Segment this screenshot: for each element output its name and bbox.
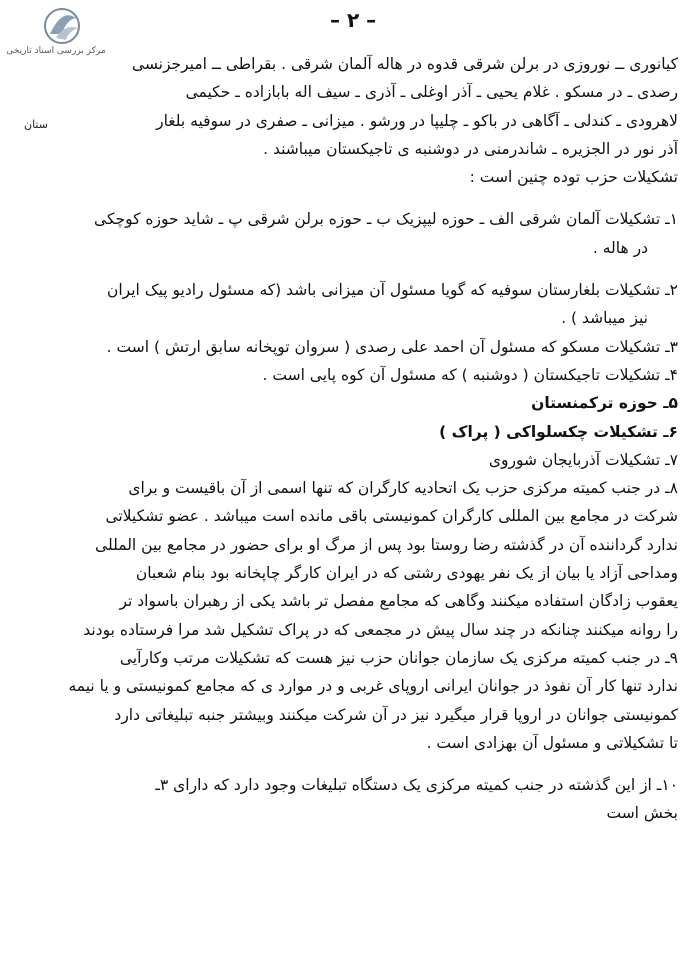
list-item-2: ۲ـ تشکیلات بلغارستان سوفیه که گویا مسئول آن میزانی باشد (که مسئول رادیو پیک ایران	[106, 281, 678, 300]
list-item-6: ۶ـ تشکیلات چکسلواکی ( پراک )	[439, 422, 678, 441]
paragraph-8-line: ومداحی آزاد یا بیان از یک نفر یهودی رشتی که در ایران کارگر چاپخانه بود بنام شعبان	[135, 564, 678, 583]
paragraph-9-line: ندارد تنها کار آن نفوذ در جوانان ایرانی اروپای غربی و در موارد ی که مجامع کمونیستی و یا نیمه	[68, 677, 678, 696]
text-line: تشکیلات حزب توده چنین است :	[469, 168, 678, 187]
document-body	[18, 50, 678, 828]
text-line: آذر نور در الجزیره ـ شاندرمنی در دوشنبه ی تاجیکستان میباشند .	[263, 139, 678, 158]
paragraph-9-line: کمونیستی جوانان در اروپا قرار میگیرد نیز در آن شرکت میکنند وبیشتر جنبه تبلیغاتی دارد	[114, 705, 678, 724]
list-item-7: ۷ـ تشکیلات آذربایجان شوروی	[488, 450, 678, 469]
text-line: لاهرودی ـ کندلی ـ آگاهی در باکو ـ چلیپا در ورشو . میزانی ـ صفری در سوفیه بلغار	[156, 111, 678, 130]
list-item-5: ۵ـ حوزه ترکمنستان	[531, 394, 678, 413]
paragraph-8-line: یعقوب زادگان استفاده میکنند وگاهی که مجامع مفصل تر باشد یکی از رهبران باسواد تر	[119, 592, 678, 611]
text-line: رصدی ـ در مسکو . غلام یحیی ـ آذر اوغلی ـ آذری ـ سیف اله بابازاده ـ حکیمی	[185, 83, 678, 102]
page-number: – ۲ –	[330, 8, 377, 32]
paragraph-8-line: ندارد گرداننده آن در گذشته رضا روستا بود پس از مرگ او برای حضور در مجامع بین المللی	[95, 535, 678, 554]
margin-note: ستان	[24, 118, 48, 131]
paragraph-9-line: ۹ـ در جنب کمیته مرکزی یک سازمان جوانان حزب نیز هست که تشکیلات مرتب وکارآیی	[119, 648, 678, 667]
list-item-2-cont: نیز میباشد ) .	[561, 309, 648, 328]
text-line: کیانوری ــ نوروزی در برلن شرقی قدوه در هاله آلمان شرقی . بقراطی ــ امیرجزنسی	[131, 55, 678, 73]
list-item-3: ۳ـ تشکیلات مسکو که مسئول آن احمد علی رصدی ( سروان توپخانه سابق ارتش ) است .	[106, 337, 678, 356]
list-item-1-cont: در هاله .	[592, 238, 648, 257]
paragraph-8-line: شرکت در مجامع بین المللی کارگران کمونیستی باقی مانده است میباشد . عضو تشکیلاتی	[105, 507, 678, 526]
logo-caption: مرکز بررسی اسناد تاریخی	[6, 46, 106, 56]
paragraph-10-line: ۱۰ـ از این گذشته در جنب کمیته مرکزی یک دستگاه تبلیغات وجود دارد که دارای ۳ـ	[155, 776, 678, 795]
list-item-1: ۱ـ تشکیلات آلمان شرقی الف ـ حوزه لیپزیک ب ـ حوزه برلن شرقی پ ـ شاید حوزه کوچکی	[94, 210, 678, 229]
list-item-4: ۴ـ تشکیلات تاجیکستان ( دوشنبه ) که مسئول آن کوه پایی است .	[262, 365, 678, 384]
paragraph-10-line: بخش است	[606, 804, 678, 823]
paragraph-9-line: تا تشکیلاتی و مسئول آن بهزادی است .	[426, 733, 678, 752]
paragraph-8-line: را روانه میکنند چنانکه در چند سال پیش در مجمعی که در پراک تشکیل شد مرا فرستاده بودند	[83, 620, 678, 639]
paragraph-8-line: ۸ـ در جنب کمیته مرکزی حزب یک اتحادیه کارگران که تنها اسمی از آن باقیست و برای	[128, 479, 678, 498]
